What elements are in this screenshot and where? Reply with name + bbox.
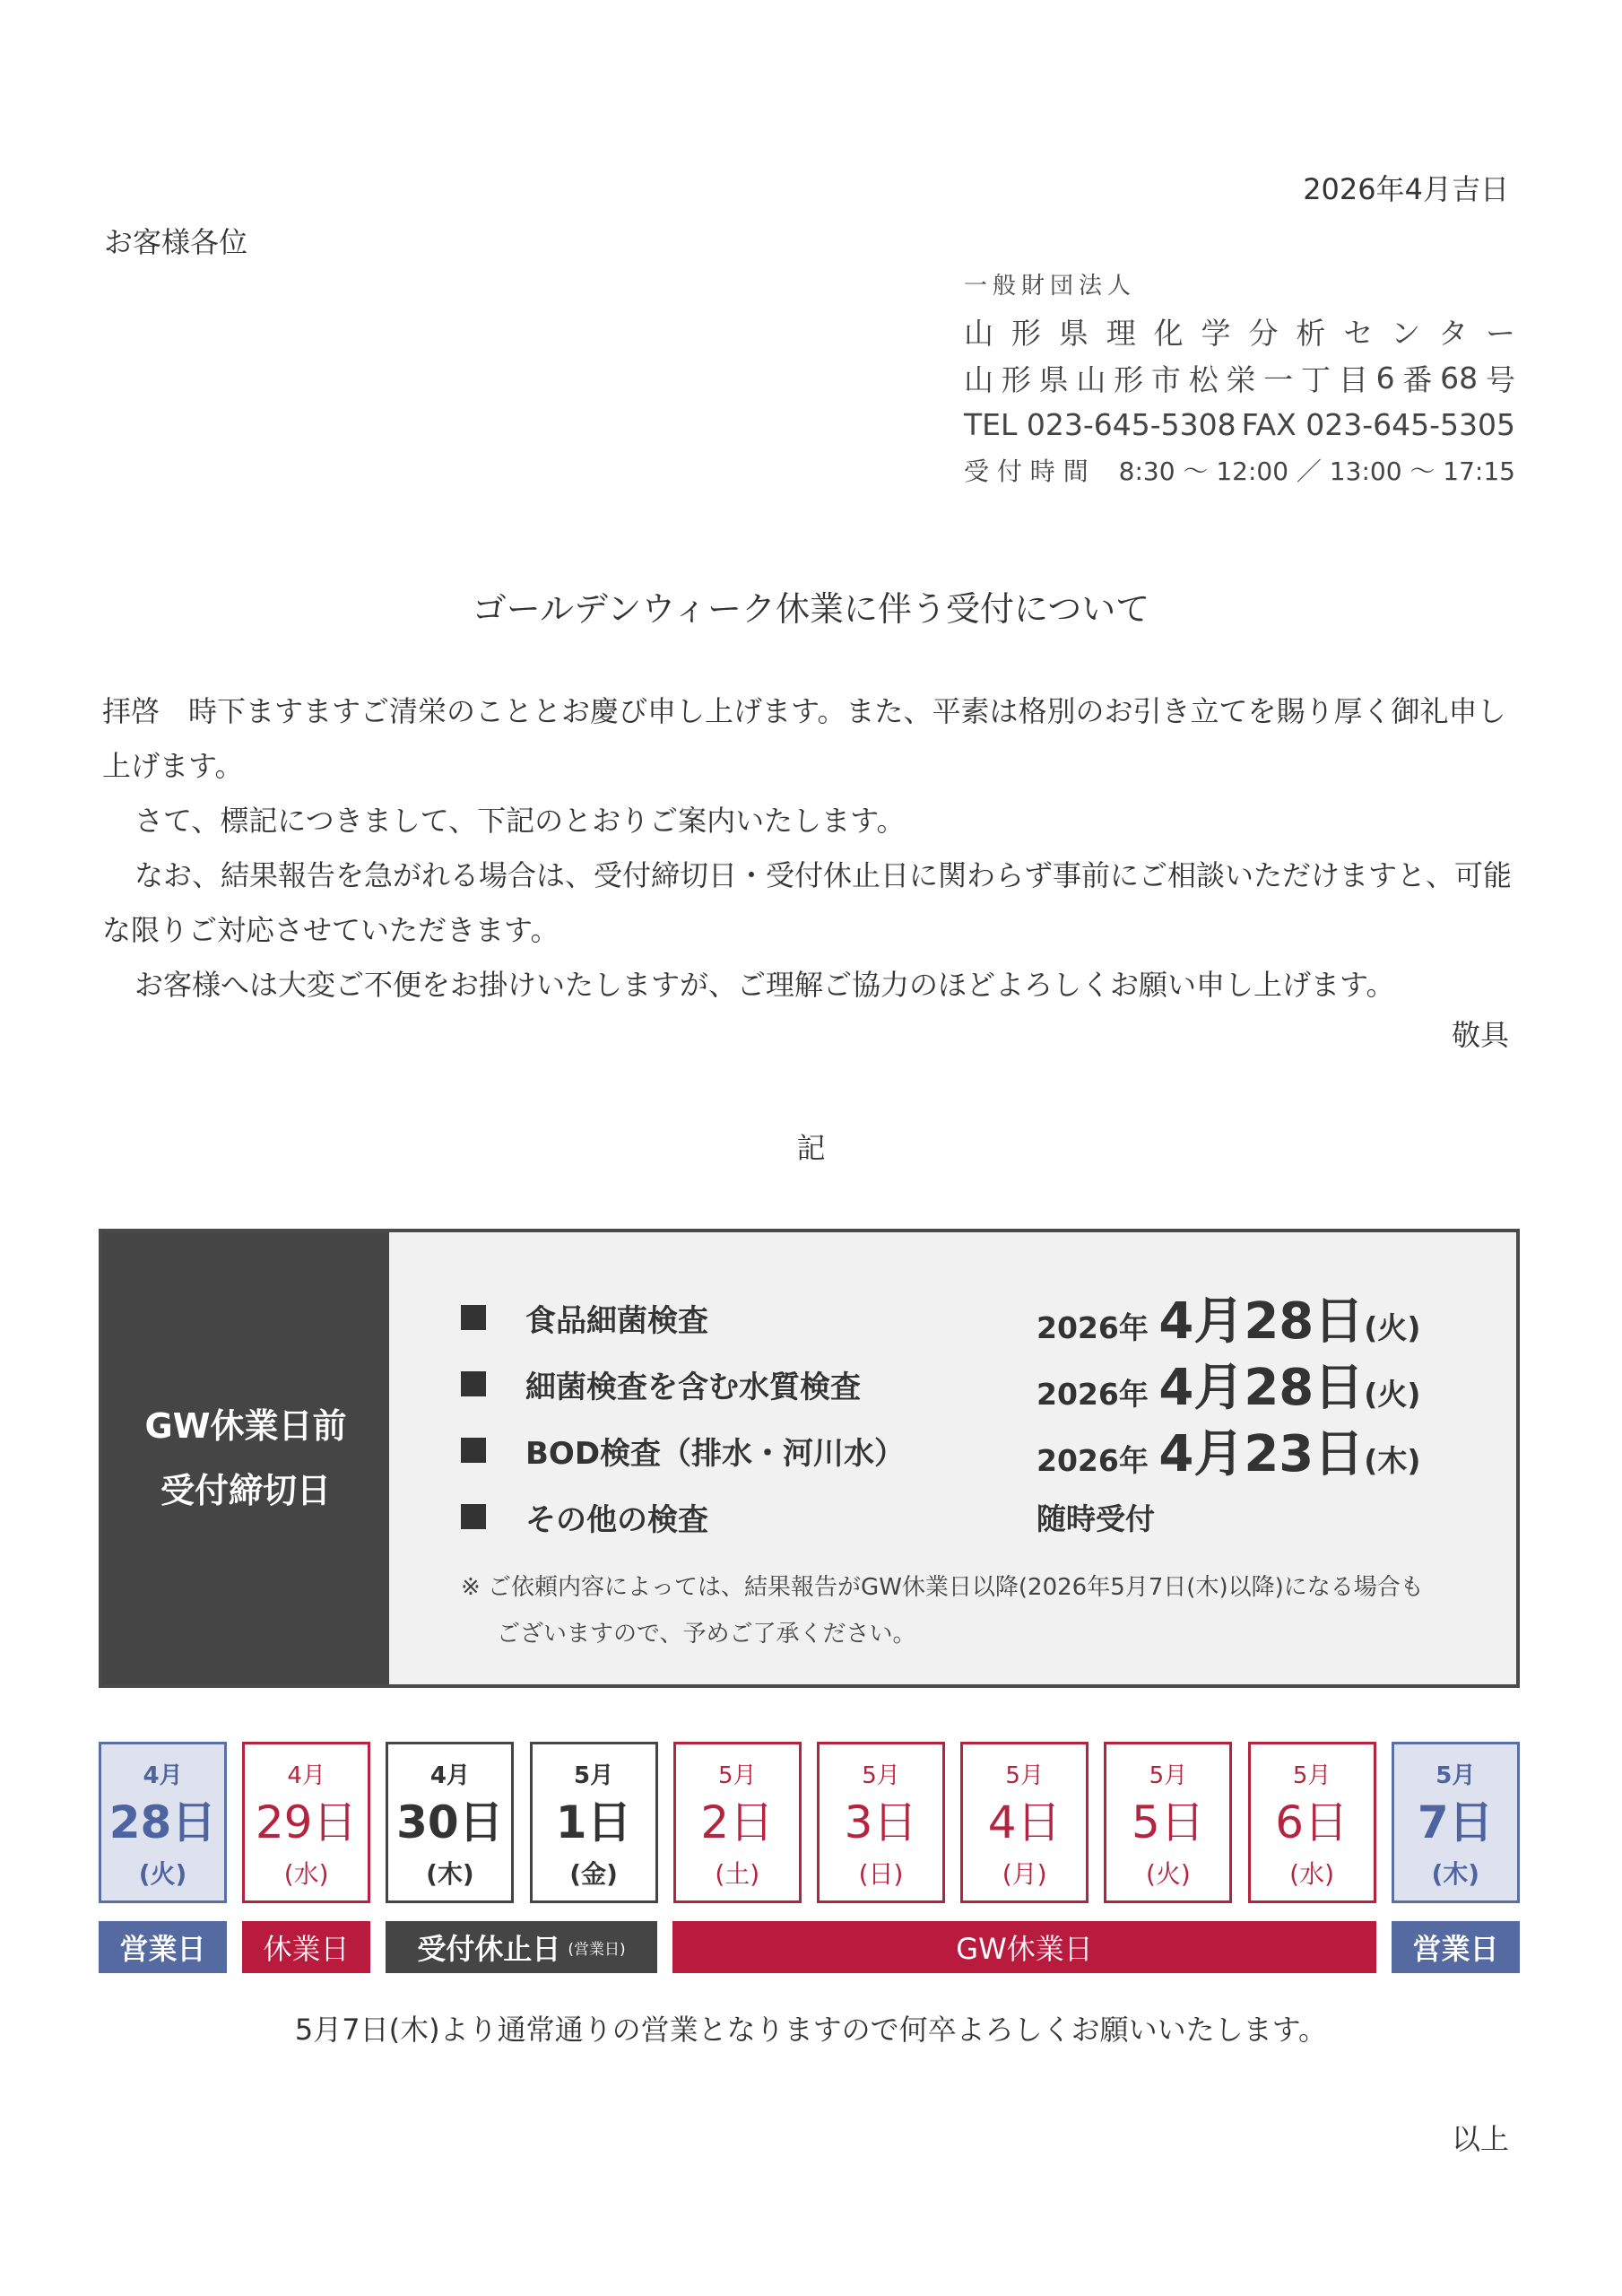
- sender-name-char: 析: [1296, 315, 1326, 351]
- calendar-day: [673, 1742, 802, 1903]
- calendar-strip: [99, 1742, 1520, 1903]
- deadline-list: [461, 1284, 1483, 1550]
- calendar-day: [386, 1742, 514, 1903]
- sender-name-char: 分: [1248, 315, 1279, 351]
- sender-hours-value: 8:30 〜 12:00 ／ 13:00 〜 17:15: [1118, 457, 1515, 486]
- sender-name-char: 形: [1010, 315, 1041, 351]
- deadline-weekday: (木): [1364, 1443, 1421, 1478]
- sender-hours: [964, 448, 1515, 492]
- calendar-day-date: 3日: [844, 1796, 918, 1848]
- calendar-day-month: 5月: [1436, 1762, 1476, 1789]
- calendar-day-date: 4日: [987, 1796, 1062, 1848]
- closing-ijo: 以上: [1451, 2122, 1509, 2156]
- deadline-note-line-2: ございますので、予めご了承ください。: [497, 1621, 916, 1648]
- deadline-weekday: (火): [1364, 1377, 1421, 1412]
- deadline-monthday: 4月28日: [1158, 1292, 1365, 1351]
- calendar-day: [242, 1742, 370, 1903]
- sender-address: [964, 354, 1515, 401]
- calendar-day-weekday: (火): [1145, 1859, 1191, 1889]
- calendar-day-date: 30日: [396, 1796, 504, 1848]
- document-title: ゴールデンウィーク休業に伴う受付について: [472, 589, 1150, 629]
- sender-address-char: 栄: [1226, 361, 1256, 397]
- deadline-row: [461, 1417, 1483, 1483]
- closing-keigu: 敬具: [1451, 1018, 1509, 1052]
- legend-holiday: 休業日: [242, 1921, 370, 1973]
- body-text: [102, 684, 1519, 1013]
- ki-heading: 記: [796, 1131, 826, 1165]
- deadline-item-date: [1037, 1282, 1420, 1353]
- sender-address-char: 松: [1188, 361, 1219, 397]
- legend-suspended-note: (営業日): [568, 1940, 626, 1959]
- sender-name-char: セ: [1343, 315, 1374, 351]
- legend-suspended-label: 受付休止日: [417, 1932, 561, 1966]
- sender-name-char: 県: [1058, 315, 1089, 351]
- deadline-item-label: その他の検査: [525, 1501, 708, 1538]
- deadline-side-line-1: GW休業日前: [144, 1406, 347, 1446]
- calendar-day-month: 5月: [862, 1762, 900, 1789]
- calendar-day-weekday: (水): [283, 1859, 329, 1889]
- sender-name-char: ン: [1391, 315, 1421, 351]
- square-bullet-icon: [461, 1438, 486, 1463]
- document-date: 2026年4月吉日: [1303, 172, 1509, 206]
- sender-name-char: ー: [1485, 315, 1515, 351]
- sender-name-char: 山: [964, 315, 993, 351]
- deadline-item-label: BOD検査（排水・河川水）: [525, 1435, 906, 1472]
- sender-block: [964, 267, 1515, 492]
- sender-address-char: 一: [1263, 361, 1294, 397]
- calendar-day-month: 4月: [287, 1762, 325, 1789]
- calendar-day-date: 1日: [555, 1796, 632, 1848]
- legend-gw-holiday: GW休業日: [672, 1921, 1376, 1973]
- calendar-day-weekday: (火): [138, 1859, 187, 1889]
- calendar-day: [1104, 1742, 1232, 1903]
- calendar-day-weekday: (日): [858, 1859, 904, 1889]
- calendar-day-date: 28日: [108, 1796, 217, 1848]
- body-paragraph-1: 拝啓 時下ますますご清栄のこととお慶び申し上げます。また、平素は格別のお引き立てを賜り厚く御礼申し上げます。: [102, 694, 1506, 783]
- calendar-day-weekday: (月): [1002, 1859, 1047, 1889]
- deadline-item-date: [1037, 1348, 1420, 1420]
- sender-address-char: 県: [1038, 361, 1069, 397]
- sender-address-char: 68: [1440, 360, 1479, 396]
- sender-address-char: 形: [1001, 361, 1031, 397]
- legend-business-day: 営業日: [99, 1921, 227, 1973]
- calendar-day-date: 29日: [255, 1796, 358, 1848]
- sender-name-char: 理: [1106, 315, 1136, 351]
- sender-phone-fax: [964, 401, 1515, 448]
- calendar-day-date: 5日: [1131, 1796, 1205, 1848]
- sender-address-char: 6: [1375, 360, 1395, 396]
- legend-suspended: [386, 1921, 657, 1973]
- sender-address-char: 号: [1485, 361, 1515, 397]
- sender-name: [964, 308, 1515, 354]
- deadline-row: [461, 1483, 1483, 1550]
- sender-address-char: 山: [1076, 361, 1106, 397]
- deadline-row: [461, 1284, 1483, 1351]
- sender-name-char: タ: [1438, 315, 1469, 351]
- sender-org-type: 一般財団法人: [964, 273, 1137, 300]
- deadline-year: 2026年: [1037, 1377, 1149, 1412]
- closing-note: 5月7日(木)より通常通りの営業となりますので何卒よろしくお願いいたします。: [294, 2013, 1328, 2047]
- calendar-day-month: 5月: [1292, 1762, 1331, 1789]
- deadline-year: 2026年: [1037, 1310, 1149, 1345]
- calendar-day: [1392, 1742, 1520, 1903]
- sender-tel: TEL 023-645-5308: [964, 406, 1236, 442]
- sender-address-char: 山: [964, 361, 993, 397]
- calendar-day: [530, 1742, 658, 1903]
- calendar-day-weekday: (木): [1431, 1859, 1480, 1889]
- calendar-day: [960, 1742, 1089, 1903]
- body-paragraph-2: さて、標記につきまして、下記のとおりご案内いたします。: [134, 804, 906, 838]
- deadline-weekday: (火): [1364, 1310, 1421, 1345]
- square-bullet-icon: [461, 1305, 486, 1330]
- calendar-day-weekday: (水): [1289, 1859, 1335, 1889]
- legend-business-day-end: 営業日: [1392, 1921, 1520, 1973]
- deadline-side-line-2: 受付締切日: [160, 1471, 331, 1510]
- sender-address-char: 番: [1402, 361, 1433, 397]
- deadline-note: [461, 1564, 1483, 1657]
- deadline-year: 2026年: [1037, 1443, 1149, 1478]
- sender-name-char: 化: [1153, 315, 1184, 351]
- calendar-day-month: 5月: [1005, 1762, 1044, 1789]
- sender-name-char: 学: [1201, 315, 1231, 351]
- calendar-day-month: 5月: [574, 1762, 614, 1789]
- deadline-monthday: 4月28日: [1158, 1359, 1365, 1417]
- deadline-monthday: 4月23日: [1158, 1425, 1365, 1483]
- calendar-day-month: 5月: [1149, 1762, 1188, 1789]
- deadline-item-label: 細菌検査を含む水質検査: [525, 1369, 861, 1405]
- deadline-item-label: 食品細菌検査: [525, 1302, 708, 1339]
- sender-address-char: 丁: [1301, 361, 1331, 397]
- sender-address-char: 市: [1150, 361, 1181, 397]
- calendar-day-month: 5月: [718, 1762, 757, 1789]
- deadline-row: [461, 1351, 1483, 1417]
- calendar-day: [1248, 1742, 1376, 1903]
- body-paragraph-3: なお、結果報告を急がれる場合は、受付締切日・受付休止日に関わらず事前にご相談いただけますと、可能な限りご対応させていただきます。: [102, 858, 1513, 947]
- sender-address-char: 形: [1114, 361, 1144, 397]
- recipient: お客様各位: [104, 225, 248, 259]
- deadline-box: [99, 1229, 1520, 1688]
- deadline-item-date: [1037, 1414, 1420, 1486]
- calendar-day: [817, 1742, 945, 1903]
- calendar-day-date: 7日: [1417, 1796, 1494, 1848]
- sender-hours-label: 受 付 時 間: [964, 457, 1089, 486]
- calendar-day-date: 2日: [700, 1796, 775, 1848]
- deadline-side-label: [102, 1232, 389, 1684]
- deadline-note-line-1: ※ ご依頼内容によっては、結果報告がGW休業日以降(2026年5月7日(木)以降)になる場合も: [461, 1574, 1424, 1601]
- calendar-day-weekday: (金): [569, 1859, 618, 1889]
- calendar-day-date: 6日: [1275, 1796, 1349, 1848]
- deadline-item-text: 随時受付: [1037, 1500, 1155, 1536]
- sender-address-char: 目: [1338, 361, 1368, 397]
- square-bullet-icon: [461, 1371, 486, 1396]
- calendar-day: [99, 1742, 227, 1903]
- calendar-day-month: 4月: [143, 1762, 183, 1789]
- sender-fax: FAX 023-645-5305: [1241, 406, 1515, 442]
- calendar-day-month: 4月: [429, 1762, 470, 1789]
- calendar-day-weekday: (木): [426, 1859, 474, 1889]
- calendar-day-weekday: (土): [715, 1859, 760, 1889]
- square-bullet-icon: [461, 1504, 486, 1529]
- body-paragraph-4: お客様へは大変ご不便をお掛けいたしますが、ご理解ご協力のほどよろしくお願い申し上げます。: [134, 968, 1395, 1002]
